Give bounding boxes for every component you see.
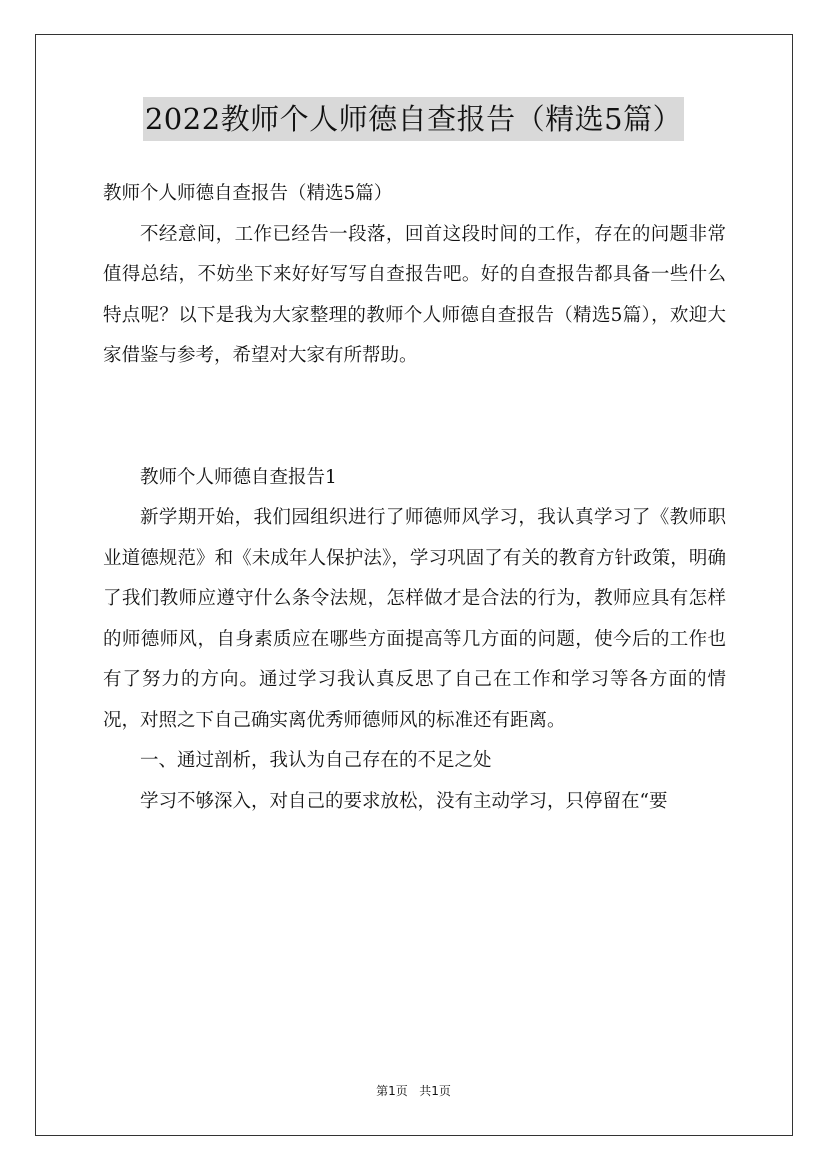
document-subtitle: 教师个人师德自查报告（精选5篇） (103, 183, 393, 204)
paragraph-gap (103, 377, 726, 458)
page-total: 共1页 (419, 1084, 451, 1098)
title-container (0, 97, 827, 141)
section-heading: 教师个人师德自查报告1 (140, 466, 337, 488)
document-title: 2022教师个人师德自查报告（精选5篇） (143, 97, 684, 141)
body-paragraph: 新学期开始，我们园组织进行了师德师风学习，我认真学习了《教师职业道德规范》和《未成年人保护法》，学习巩固了有关的教育方针政策，明确了我们教师应遵守什么条令法规，怎样做才是合法的行为，教师应具有怎样的师德师风，自身素质应在哪些方面提高等几方面的问题，使今后的工作也有了努力的方向。通过学习我认真反思了自己在工作和学习等各方面的情况，对照之下自己确实离优秀师德师风的标准还有距离。 (103, 507, 726, 731)
intro-paragraph: 不经意间，工作已经告一段落，回首这段时间的工作，存在的问题非常值得总结，不妨坐下来好好写写自查报告吧。好的自查报告都具备一些什么特点呢？以下是我为大家整理的教师个人师德自查报告（精选5篇），欢迎大家借鉴与参考，希望对大家有所帮助。 (103, 223, 726, 366)
body-paragraph-continued: 学习不够深入，对自己的要求放松，没有主动学习，只停留在“要 (140, 790, 668, 812)
page-footer (0, 1082, 827, 1099)
point-heading: 一、通过剖析，我认为自己存在的不足之处 (140, 750, 492, 771)
document-body (103, 174, 726, 822)
page-number: 第1页 (376, 1084, 408, 1098)
